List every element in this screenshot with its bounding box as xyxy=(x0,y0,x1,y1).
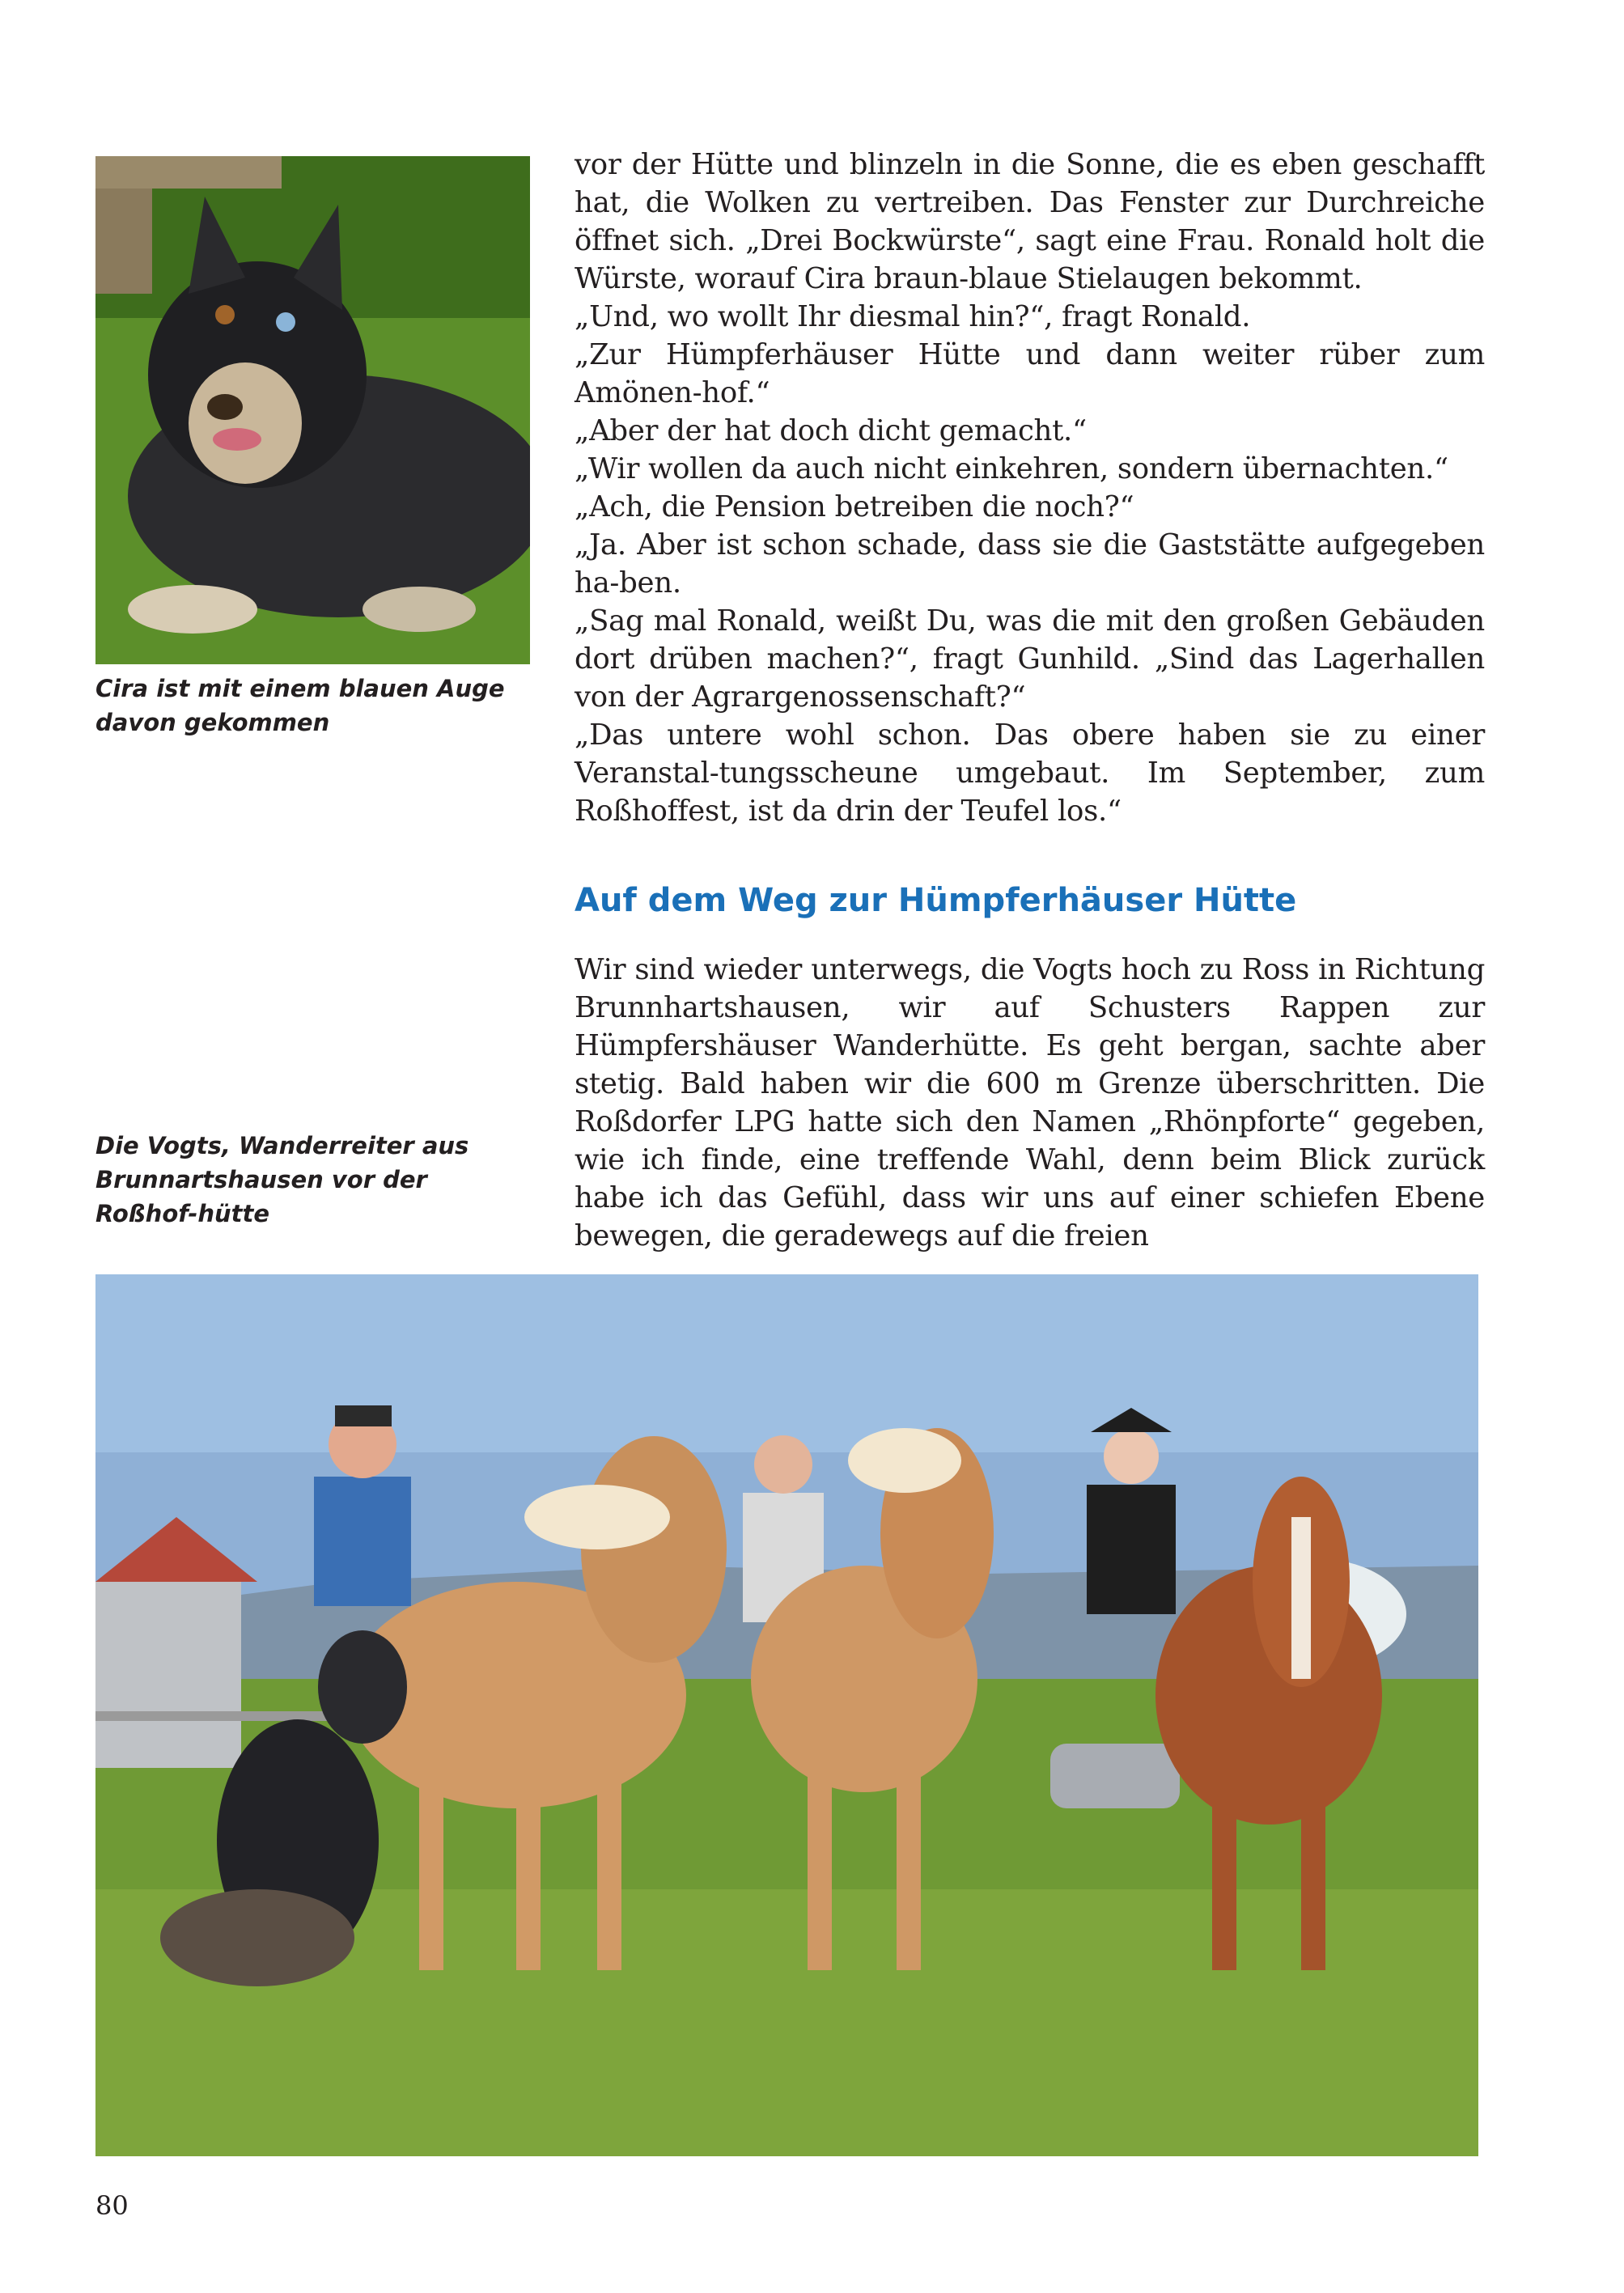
paragraph: „Ach, die Pension betreiben die noch?“ xyxy=(575,490,1134,523)
paragraph: „Ja. Aber ist schon schade, dass sie die Gaststätte aufgegeben ha-ben. xyxy=(575,528,1485,600)
paragraph: „Und, wo wollt Ihr diesmal hin?“, fragt Ronald. xyxy=(575,300,1251,333)
paragraph: „Wir wollen da auch nicht einkehren, sondern übernachten.“ xyxy=(575,452,1448,485)
paragraph: vor der Hütte und blinzeln in die Sonne, die es eben geschafft hat, die Wolken zu vertreiben. Das Fenster zur Durchreiche öffnet sich. „Drei Bockwürste“, sagt eine Frau. Ronald holt die Würste, worauf Cira braun-blaue Stielaugen bekommt. xyxy=(575,148,1485,295)
body-text-bottom xyxy=(575,951,1485,1255)
paragraph: „Das untere wohl schon. Das obere haben sie zu einer Veranstal-tungsscheune umgebaut. Im September, zum Roßhoffest, ist da drin der Teufel los.“ xyxy=(575,718,1485,828)
paragraph: „Zur Hümpferhäuser Hütte und dann weiter rüber zum Amönen-hof.“ xyxy=(575,338,1485,409)
group-photo-caption: Die Vogts, Wanderreiter aus Brunnartshausen vor der Roßhof-hütte xyxy=(95,1132,469,1227)
riders-photo xyxy=(95,1274,1478,2156)
paragraph: Wir sind wieder unterwegs, die Vogts hoch zu Ross in Richtung Brunnhartshausen, wir auf Schusters Rappen zur Hümpfershäuser Wanderhütte. Es geht bergan, sachte aber stetig. Bald haben wir die 600 m Grenze überschritten. Die Roßdorfer LPG hatte sich den Namen „Rhönpforte“ gegeben, wie ich finde, eine treffende Wahl, denn beim Blick zurück habe ich das Gefühl, dass wir uns auf einer schiefen Ebene bewegen, die geradewegs auf die freien xyxy=(575,953,1485,1252)
paragraph: „Aber der hat doch dicht gemacht.“ xyxy=(575,414,1087,447)
dog-photo xyxy=(95,156,530,664)
paragraph: „Sag mal Ronald, weißt Du, was die mit den großen Gebäuden dort drüben machen?“, fragt Gunhild. „Sind das Lagerhallen von der Agrargenossenschaft?“ xyxy=(575,604,1485,714)
page-number: 80 xyxy=(95,2190,129,2221)
body-text-top xyxy=(575,146,1485,830)
section-heading: Auf dem Weg zur Hümpferhäuser Hütte xyxy=(575,882,1297,919)
dog-photo-caption: Cira ist mit einem blauen Auge davon gekommen xyxy=(95,675,505,736)
